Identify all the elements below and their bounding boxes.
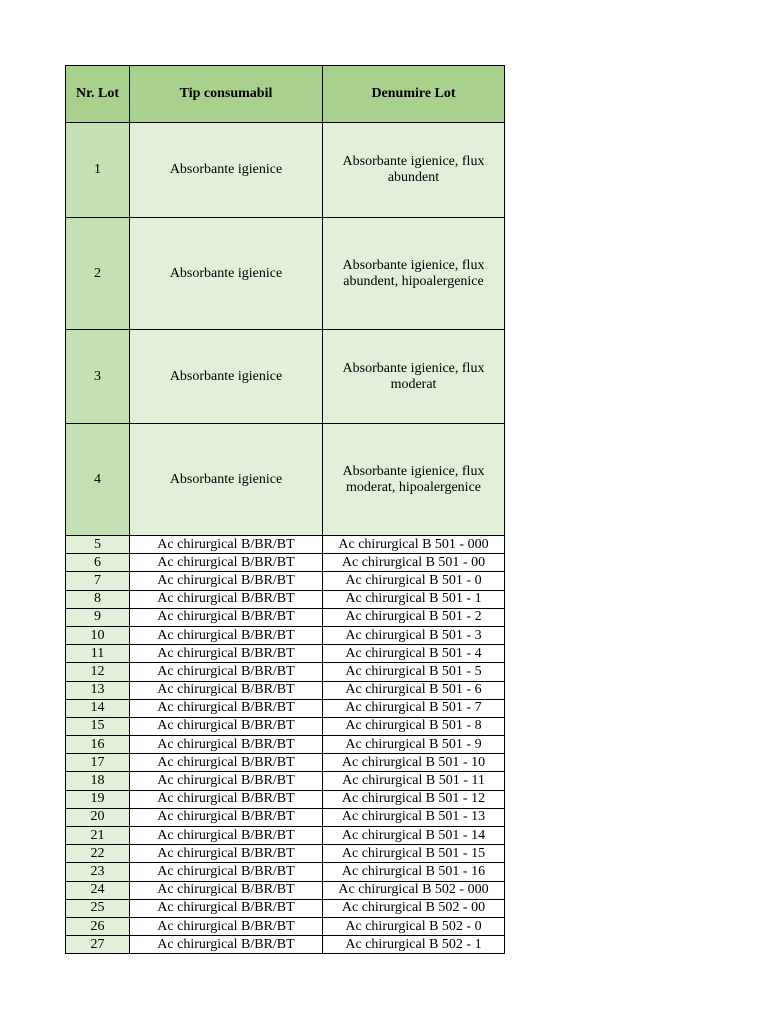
cell-tip-consumabil: Ac chirurgical B/BR/BT: [130, 626, 323, 644]
cell-denumire-lot: Absorbante igienice, flux moderat, hipoalergenice: [323, 424, 505, 536]
cell-tip-consumabil: Ac chirurgical B/BR/BT: [130, 736, 323, 754]
table-row: [66, 626, 505, 644]
table-row: [66, 681, 505, 699]
table-row: [66, 772, 505, 790]
cell-nr-lot: 4: [66, 424, 130, 536]
table-row: [66, 590, 505, 608]
header-tip-consumabil: Tip consumabil: [130, 66, 323, 123]
cell-nr-lot: 3: [66, 330, 130, 424]
cell-tip-consumabil: Absorbante igienice: [130, 424, 323, 536]
table-row: [66, 554, 505, 572]
cell-nr-lot: 1: [66, 123, 130, 218]
cell-nr-lot: 24: [66, 881, 130, 899]
cell-tip-consumabil: Ac chirurgical B/BR/BT: [130, 936, 323, 954]
lots-table: [65, 65, 505, 954]
table-row: [66, 845, 505, 863]
cell-tip-consumabil: Ac chirurgical B/BR/BT: [130, 754, 323, 772]
cell-tip-consumabil: Ac chirurgical B/BR/BT: [130, 554, 323, 572]
cell-nr-lot: 16: [66, 736, 130, 754]
cell-nr-lot: 18: [66, 772, 130, 790]
cell-nr-lot: 23: [66, 863, 130, 881]
cell-nr-lot: 25: [66, 899, 130, 917]
cell-tip-consumabil: Ac chirurgical B/BR/BT: [130, 699, 323, 717]
cell-denumire-lot: Ac chirurgical B 501 - 3: [323, 626, 505, 644]
cell-tip-consumabil: Absorbante igienice: [130, 330, 323, 424]
cell-nr-lot: 17: [66, 754, 130, 772]
cell-denumire-lot: Ac chirurgical B 501 - 10: [323, 754, 505, 772]
table-row: [66, 717, 505, 735]
cell-denumire-lot: Ac chirurgical B 502 - 1: [323, 936, 505, 954]
cell-denumire-lot: Ac chirurgical B 501 - 4: [323, 645, 505, 663]
table-row: [66, 863, 505, 881]
cell-tip-consumabil: Ac chirurgical B/BR/BT: [130, 590, 323, 608]
cell-denumire-lot: Ac chirurgical B 501 - 9: [323, 736, 505, 754]
cell-nr-lot: 2: [66, 218, 130, 330]
table-row: [66, 936, 505, 954]
table-row: [66, 808, 505, 826]
cell-denumire-lot: Ac chirurgical B 502 - 00: [323, 899, 505, 917]
table-row: [66, 572, 505, 590]
cell-denumire-lot: Ac chirurgical B 502 - 000: [323, 881, 505, 899]
cell-nr-lot: 14: [66, 699, 130, 717]
cell-nr-lot: 12: [66, 663, 130, 681]
cell-nr-lot: 19: [66, 790, 130, 808]
cell-nr-lot: 5: [66, 536, 130, 554]
table-row: [66, 536, 505, 554]
cell-denumire-lot: Ac chirurgical B 501 - 000: [323, 536, 505, 554]
cell-nr-lot: 27: [66, 936, 130, 954]
cell-denumire-lot: Ac chirurgical B 501 - 8: [323, 717, 505, 735]
cell-tip-consumabil: Ac chirurgical B/BR/BT: [130, 790, 323, 808]
cell-denumire-lot: Absorbante igienice, flux abundent: [323, 123, 505, 218]
cell-tip-consumabil: Ac chirurgical B/BR/BT: [130, 845, 323, 863]
table-row: [66, 663, 505, 681]
cell-nr-lot: 10: [66, 626, 130, 644]
cell-tip-consumabil: Ac chirurgical B/BR/BT: [130, 663, 323, 681]
cell-nr-lot: 7: [66, 572, 130, 590]
cell-tip-consumabil: Ac chirurgical B/BR/BT: [130, 608, 323, 626]
cell-tip-consumabil: Ac chirurgical B/BR/BT: [130, 808, 323, 826]
cell-denumire-lot: Ac chirurgical B 501 - 16: [323, 863, 505, 881]
cell-nr-lot: 8: [66, 590, 130, 608]
cell-nr-lot: 11: [66, 645, 130, 663]
cell-tip-consumabil: Absorbante igienice: [130, 218, 323, 330]
table-row: [66, 736, 505, 754]
cell-tip-consumabil: Ac chirurgical B/BR/BT: [130, 917, 323, 935]
cell-nr-lot: 15: [66, 717, 130, 735]
cell-tip-consumabil: Ac chirurgical B/BR/BT: [130, 772, 323, 790]
table-row: [66, 424, 505, 536]
table-row: [66, 608, 505, 626]
table-row: [66, 754, 505, 772]
cell-tip-consumabil: Ac chirurgical B/BR/BT: [130, 881, 323, 899]
cell-denumire-lot: Absorbante igienice, flux abundent, hipoalergenice: [323, 218, 505, 330]
table-row: [66, 645, 505, 663]
cell-denumire-lot: Ac chirurgical B 501 - 00: [323, 554, 505, 572]
table-row: [66, 123, 505, 218]
cell-denumire-lot: Ac chirurgical B 501 - 13: [323, 808, 505, 826]
cell-tip-consumabil: Ac chirurgical B/BR/BT: [130, 899, 323, 917]
cell-denumire-lot: Absorbante igienice, flux moderat: [323, 330, 505, 424]
cell-tip-consumabil: Absorbante igienice: [130, 123, 323, 218]
cell-denumire-lot: Ac chirurgical B 501 - 5: [323, 663, 505, 681]
header-denumire-lot: Denumire Lot: [323, 66, 505, 123]
table-row: [66, 790, 505, 808]
cell-nr-lot: 21: [66, 827, 130, 845]
cell-nr-lot: 6: [66, 554, 130, 572]
cell-denumire-lot: Ac chirurgical B 501 - 12: [323, 790, 505, 808]
table-header-row: [66, 66, 505, 123]
cell-denumire-lot: Ac chirurgical B 501 - 0: [323, 572, 505, 590]
cell-nr-lot: 22: [66, 845, 130, 863]
cell-denumire-lot: Ac chirurgical B 501 - 11: [323, 772, 505, 790]
cell-denumire-lot: Ac chirurgical B 501 - 1: [323, 590, 505, 608]
cell-nr-lot: 20: [66, 808, 130, 826]
cell-denumire-lot: Ac chirurgical B 502 - 0: [323, 917, 505, 935]
cell-tip-consumabil: Ac chirurgical B/BR/BT: [130, 681, 323, 699]
cell-tip-consumabil: Ac chirurgical B/BR/BT: [130, 536, 323, 554]
table-row: [66, 917, 505, 935]
cell-tip-consumabil: Ac chirurgical B/BR/BT: [130, 717, 323, 735]
table-row: [66, 330, 505, 424]
header-nr-lot: Nr. Lot: [66, 66, 130, 123]
cell-nr-lot: 9: [66, 608, 130, 626]
table-row: [66, 218, 505, 330]
table-row: [66, 827, 505, 845]
cell-denumire-lot: Ac chirurgical B 501 - 14: [323, 827, 505, 845]
cell-tip-consumabil: Ac chirurgical B/BR/BT: [130, 827, 323, 845]
cell-denumire-lot: Ac chirurgical B 501 - 2: [323, 608, 505, 626]
cell-denumire-lot: Ac chirurgical B 501 - 6: [323, 681, 505, 699]
cell-denumire-lot: Ac chirurgical B 501 - 15: [323, 845, 505, 863]
cell-nr-lot: 26: [66, 917, 130, 935]
table-row: [66, 881, 505, 899]
cell-nr-lot: 13: [66, 681, 130, 699]
cell-denumire-lot: Ac chirurgical B 501 - 7: [323, 699, 505, 717]
table-row: [66, 699, 505, 717]
table-row: [66, 899, 505, 917]
cell-tip-consumabil: Ac chirurgical B/BR/BT: [130, 863, 323, 881]
cell-tip-consumabil: Ac chirurgical B/BR/BT: [130, 572, 323, 590]
cell-tip-consumabil: Ac chirurgical B/BR/BT: [130, 645, 323, 663]
